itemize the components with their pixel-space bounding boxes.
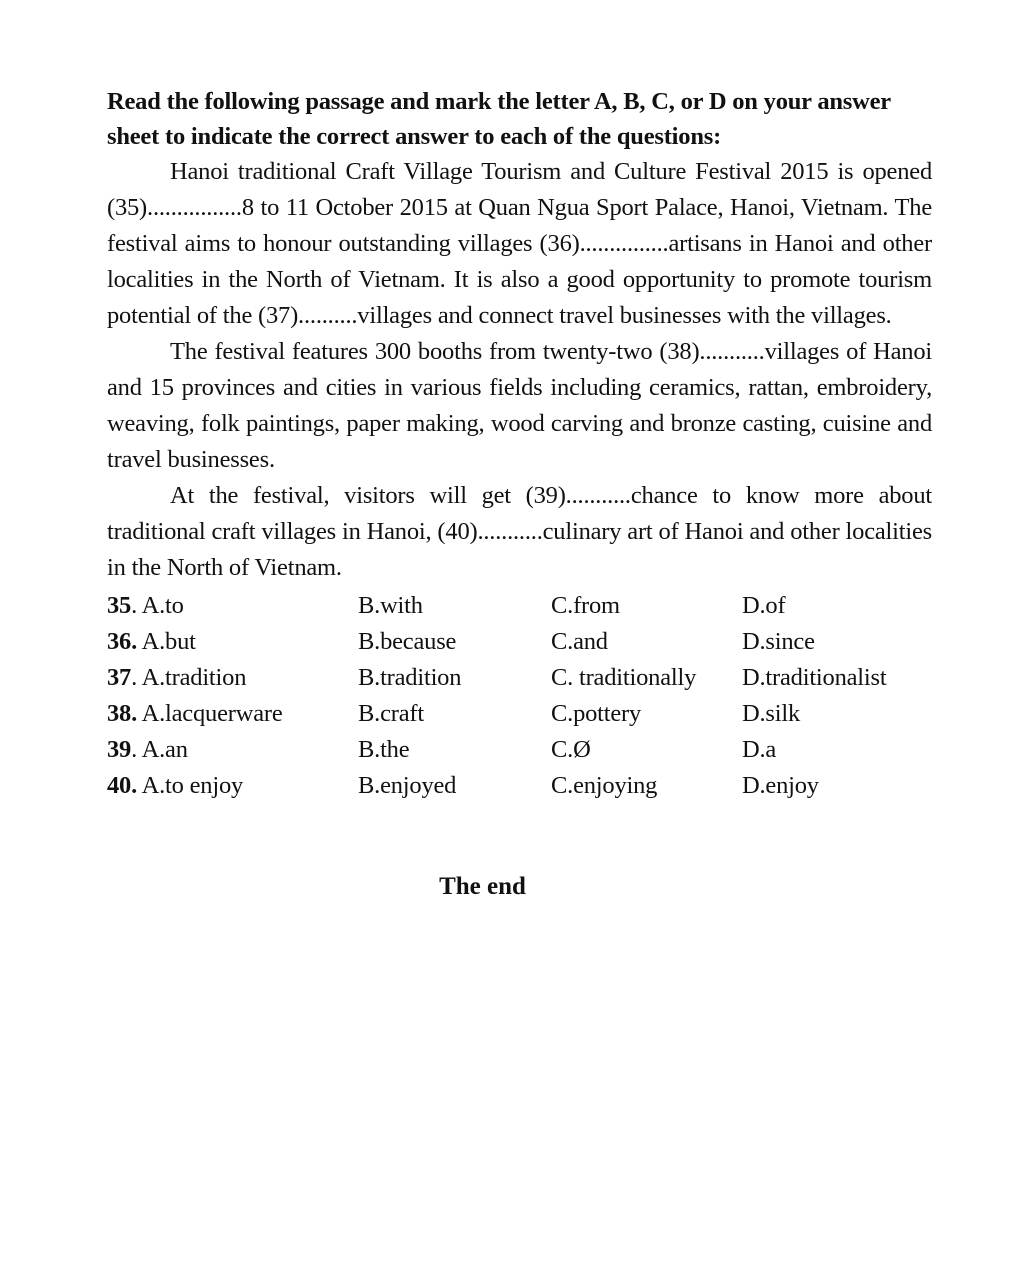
question-number: 39: [107, 736, 132, 763]
option-b: B.because: [358, 628, 457, 655]
instruction-heading: Read the following passage and mark the letter A, B, C, or D on your answer sheet to indicate the correct answer to each of the questions:: [107, 88, 891, 150]
passage: [107, 154, 932, 586]
option-b: B.tradition: [358, 664, 462, 691]
option-b: B.the: [358, 736, 410, 763]
exam-page: [107, 84, 932, 804]
option-b: B.with: [358, 592, 423, 619]
option-d: D.of: [742, 592, 786, 619]
question-number: 37: [107, 664, 132, 691]
option-b: B.craft: [358, 700, 424, 727]
question-row-40: [107, 768, 932, 804]
option-d: D.enjoy: [742, 772, 819, 799]
the-end-footer: The end: [439, 873, 526, 900]
option-d: D.traditionalist: [742, 664, 887, 691]
option-c: C.enjoying: [551, 772, 658, 799]
option-c: C. traditionally: [551, 664, 697, 691]
answer-options: [107, 588, 932, 804]
question-row-37: 37. A.tradition B.tradition C. traditionally D.traditionalist: [107, 660, 932, 696]
option-d: D.a: [742, 736, 777, 763]
option-c: C.Ø: [551, 736, 591, 763]
question-row-38: [107, 696, 932, 732]
option-a: A.an: [141, 736, 188, 763]
option-b: B.enjoyed: [358, 772, 457, 799]
option-d: D.since: [742, 628, 815, 655]
option-a: A.to: [141, 592, 184, 619]
question-row-39: 39. A.an B.the C.Ø D.a: [107, 732, 932, 768]
option-a: A.lacquerware: [141, 700, 283, 727]
option-c: C.and: [551, 628, 608, 655]
passage-paragraph-1: Hanoi traditional Craft Village Tourism and Culture Festival 2015 is opened (35)................8 to 11 October 2015 at Quan Ngua Sport Palace, Hanoi, Vietnam. The festival aims to honour outstanding villages (36)...............artisans in Hanoi and other localities in the North of Vietnam. It is also a good opportunity to promote tourism potential of the (37)..........villages and connect travel businesses with the villages.: [107, 158, 932, 329]
passage-paragraph-2: The festival features 300 booths from twenty-two (38)...........villages of Hanoi and 15 provinces and cities in various fields including ceramics, rattan, embroidery, weaving, folk paintings, paper making, wood carving and bronze casting, cuisine and travel businesses.: [107, 338, 932, 473]
question-number: 38.: [107, 700, 138, 727]
question-number: 36.: [107, 628, 138, 655]
question-row-36: [107, 624, 932, 660]
passage-paragraph-3: At the festival, visitors will get (39)...........chance to know more about traditional craft villages in Hanoi, (40)...........culinary art of Hanoi and other localities in the North of Vietnam.: [107, 482, 932, 581]
option-c: C.pottery: [551, 700, 642, 727]
question-row-35: 35. A.to B.with C.from D.of: [107, 588, 932, 624]
option-a: A.to enjoy: [141, 772, 244, 799]
option-a: A.but: [141, 628, 196, 655]
option-c: C.from: [551, 592, 620, 619]
question-number: 35: [107, 592, 132, 619]
question-number: 40.: [107, 772, 138, 799]
option-a: A.tradition: [141, 664, 247, 691]
option-d: D.silk: [742, 700, 801, 727]
